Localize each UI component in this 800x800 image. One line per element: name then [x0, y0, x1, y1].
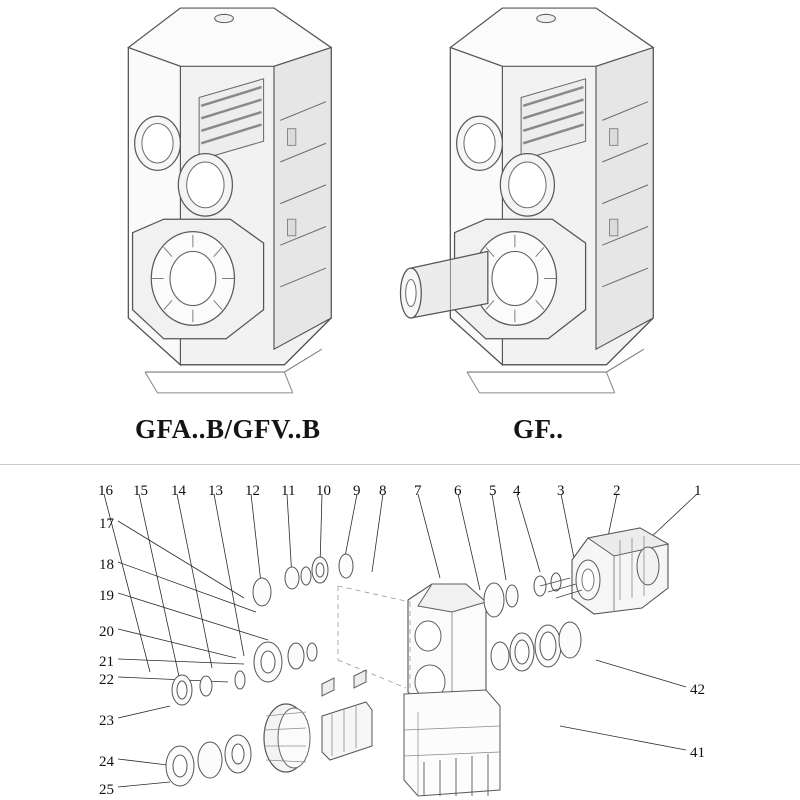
gear-unit-view-right	[400, 8, 653, 393]
callout-4: 4	[513, 483, 521, 499]
callout-6: 6	[454, 483, 462, 499]
callout-19: 19	[99, 588, 114, 604]
callout-16: 16	[98, 483, 113, 499]
callout-42: 42	[690, 682, 705, 698]
callout-41: 41	[690, 745, 705, 761]
gear-wheel	[264, 704, 310, 772]
callout-2: 2	[613, 483, 621, 499]
parts-cluster-right	[484, 573, 581, 671]
callout-3: 3	[557, 483, 565, 499]
leader-lines-right	[560, 660, 686, 750]
callout-15: 15	[133, 483, 148, 499]
model-caption-right: GF..	[513, 414, 564, 444]
callout-7: 7	[414, 483, 422, 499]
callout-9: 9	[353, 483, 361, 499]
callout-13: 13	[208, 483, 223, 499]
callout-10: 10	[316, 483, 331, 499]
callout-24: 24	[99, 754, 114, 770]
housing-exploded	[338, 584, 500, 796]
callout-17: 17	[99, 516, 114, 532]
exploded-assembly	[104, 494, 697, 796]
pinion-shafts	[322, 670, 372, 760]
motor-adapter	[572, 528, 668, 614]
callout-22: 22	[99, 672, 114, 688]
callout-14: 14	[171, 483, 186, 499]
callout-25: 25	[99, 782, 114, 798]
callout-8: 8	[379, 483, 387, 499]
callout-23: 23	[99, 713, 114, 729]
callout-21: 21	[99, 654, 114, 670]
callout-11: 11	[281, 483, 296, 499]
gear-unit-view-left	[128, 8, 331, 393]
callout-20: 20	[99, 624, 114, 640]
callout-18: 18	[99, 557, 114, 573]
model-caption-left: GFA..B/GFV..B	[135, 414, 321, 444]
callout-12: 12	[245, 483, 260, 499]
callout-5: 5	[489, 483, 497, 499]
section-divider	[0, 464, 800, 465]
callout-1: 1	[694, 483, 702, 499]
